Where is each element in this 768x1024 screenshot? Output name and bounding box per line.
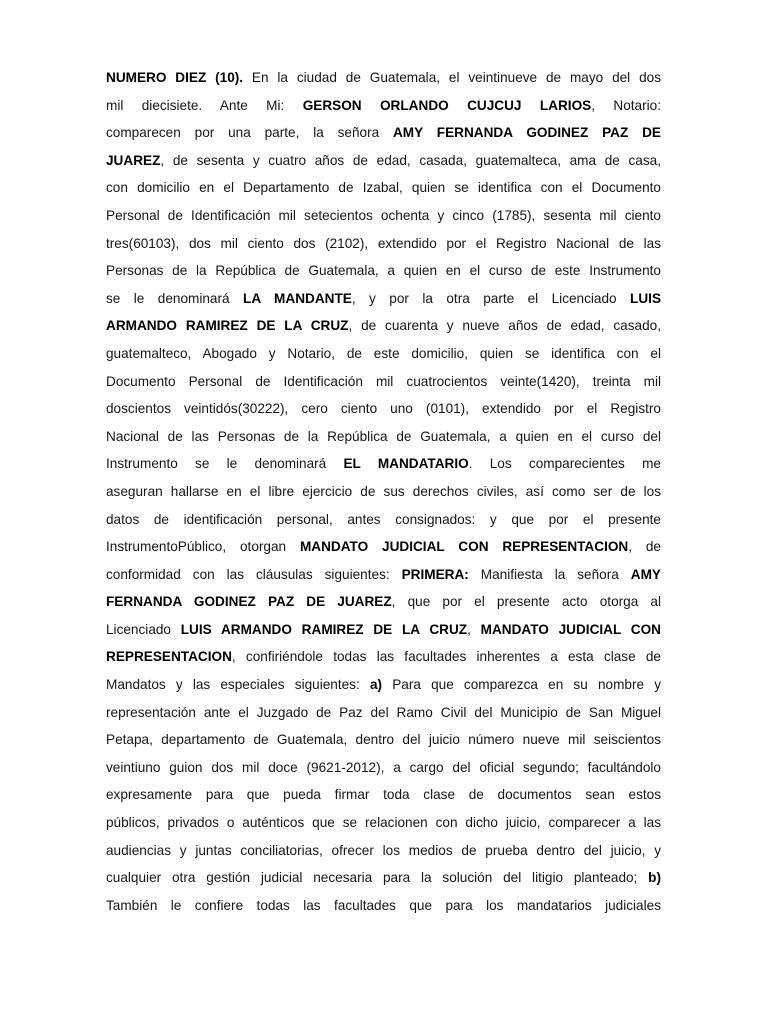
text-line xyxy=(106,643,661,671)
text-run: comparecen por una parte, la señora xyxy=(106,125,393,141)
bold-text: a) xyxy=(369,677,383,693)
text-run: , de xyxy=(628,539,661,555)
bold-text: MANDATO JUDICIAL CON xyxy=(480,621,661,637)
text-line xyxy=(106,616,661,644)
text-run: , Notario: xyxy=(591,97,661,113)
text-run: veintiuno guion dos mil doce (9621-2012), a cargo del oficial segundo; facultándolo xyxy=(106,759,661,775)
text-run: En la ciudad de Guatemala, el veintinueve de mayo del dos xyxy=(243,70,661,85)
text-run: , y por la otra parte el Licenciado xyxy=(351,290,631,306)
text-line xyxy=(106,450,661,478)
text-line xyxy=(106,230,661,258)
text-run: , xyxy=(467,621,481,637)
text-run: se le denominará xyxy=(106,290,244,306)
text-run: cualquier otra gestión judicial necesaria para la solución del litigio planteado; xyxy=(106,870,649,886)
text-line xyxy=(106,202,661,230)
text-line xyxy=(106,119,661,147)
text-run: datos de identificación personal, antes consignados: y que por el presente xyxy=(106,511,661,527)
document-body xyxy=(106,64,661,919)
text-line xyxy=(106,257,661,285)
text-run: Documento Personal de Identificación mil cuatrocientos veinte(1420), treinta mil xyxy=(106,373,661,389)
text-run: doscientos veintidós(30222), cero ciento uno (0101), extendido por el Registro xyxy=(106,401,661,417)
text-run: Mandatos y las especiales siguientes: xyxy=(106,677,370,693)
text-run: representación ante el Juzgado de Paz del Ramo Civil del Municipio de San Miguel xyxy=(106,704,661,720)
bold-text: AMY xyxy=(630,566,661,582)
text-run: conformidad con las cláusulas siguientes: xyxy=(106,566,402,582)
text-line xyxy=(106,423,661,451)
bold-text: LUIS ARMANDO RAMIREZ DE LA CRUZ xyxy=(180,621,468,637)
text-line xyxy=(106,837,661,865)
text-line xyxy=(106,368,661,396)
text-run: InstrumentoPúblico, otorgan xyxy=(106,539,300,555)
text-run: Instrumento se le denominará xyxy=(106,456,344,472)
text-line xyxy=(106,506,661,534)
text-run: Nacional de las Personas de la República de Guatemala, a quien en el curso del xyxy=(106,428,661,444)
text-line xyxy=(106,809,661,837)
bold-text: PRIMERA: xyxy=(401,566,469,582)
bold-text: GERSON ORLANDO CUJCUJ LARIOS xyxy=(302,97,592,113)
text-line xyxy=(106,147,661,175)
text-run: aseguran hallarse en el libre ejercicio de sus derechos civiles, así como ser de los xyxy=(106,483,661,499)
text-run: , de cuarenta y nueve años de edad, casado, xyxy=(348,318,661,334)
text-run: Para que comparezca en su nombre y xyxy=(382,677,661,693)
text-run: . Los comparecientes me xyxy=(468,456,661,472)
text-run: Licenciado xyxy=(106,621,181,637)
text-run: , de sesenta y cuatro años de edad, casada, guatemalteca, ama de casa, xyxy=(160,152,661,168)
bold-text: EL MANDATARIO xyxy=(343,456,469,472)
text-line xyxy=(106,781,661,809)
text-run: Personas de la República de Guatemala, a quien en el curso de este Instrumento xyxy=(106,263,661,279)
text-run: , confiriéndole todas las facultades inherentes a esta clase de xyxy=(231,649,661,665)
text-run: con domicilio en el Departamento de Izabal, quien se identifica con el Documento xyxy=(106,180,661,196)
bold-text: LUIS xyxy=(630,290,661,306)
bold-text: REPRESENTACION xyxy=(106,649,232,665)
bold-text: MANDATO JUDICIAL CON REPRESENTACION xyxy=(299,539,629,555)
text-line xyxy=(106,478,661,506)
text-line xyxy=(106,892,661,920)
text-run: Petapa, departamento de Guatemala, dentro del juicio número nueve mil seiscientos xyxy=(106,732,661,748)
bold-text: NUMERO DIEZ (10). xyxy=(106,70,244,85)
bold-text: AMY FERNANDA GODINEZ PAZ DE xyxy=(392,125,661,141)
text-run: Manifiesta la señora xyxy=(468,566,631,582)
text-line xyxy=(106,754,661,782)
bold-text: b) xyxy=(648,870,661,886)
text-line xyxy=(106,92,661,120)
text-line xyxy=(106,699,661,727)
bold-text: JUAREZ xyxy=(106,152,161,168)
text-line xyxy=(106,395,661,423)
text-line xyxy=(106,671,661,699)
text-line xyxy=(106,726,661,754)
bold-text: FERNANDA GODINEZ PAZ DE JUAREZ xyxy=(106,594,392,610)
text-run: , que por el presente acto otorga al xyxy=(391,594,661,610)
text-run: audiencias y juntas conciliatorias, ofrecer los medios de prueba dentro del juicio, y xyxy=(106,842,661,858)
text-run: tres(60103), dos mil ciento dos (2102), extendido por el Registro Nacional de las xyxy=(106,235,661,251)
text-run: mil diecisiete. Ante Mi: xyxy=(106,97,303,113)
text-run: guatemalteco, Abogado y Notario, de este domicilio, quien se identifica con el xyxy=(106,345,661,361)
text-line xyxy=(106,174,661,202)
text-line xyxy=(106,312,661,340)
text-run: Personal de Identificación mil setecientos ochenta y cinco (1785), sesenta mil ciento xyxy=(106,207,661,223)
text-line xyxy=(106,64,661,92)
text-line xyxy=(106,533,661,561)
text-line xyxy=(106,588,661,616)
text-run: expresamente para que pueda firmar toda clase de documentos sean estos xyxy=(106,787,661,803)
text-line xyxy=(106,561,661,589)
text-line xyxy=(106,285,661,313)
bold-text: LA MANDANTE xyxy=(243,290,352,306)
text-line xyxy=(106,864,661,892)
text-run: públicos, privados o auténticos que se relacionen con dicho juicio, comparecer a las xyxy=(106,815,661,831)
bold-text: ARMANDO RAMIREZ DE LA CRUZ xyxy=(106,318,349,334)
text-run: También le confiere todas las facultades que para los mandatarios judiciales xyxy=(106,897,661,913)
text-line xyxy=(106,340,661,368)
